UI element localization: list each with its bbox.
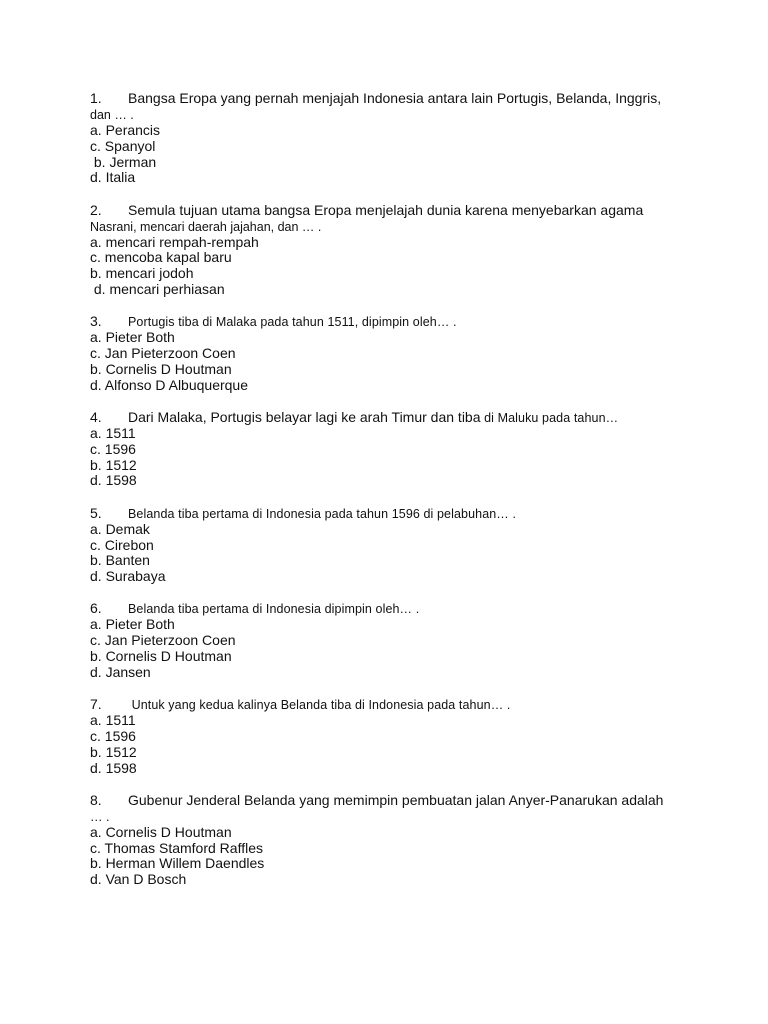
answer-option: a. Pieter Both [90,616,175,633]
question-text: Bangsa Eropa yang pernah menjajah Indonesia antara lain Portugis, Belanda, Inggris, [128,90,662,106]
answer-option: d. 1598 [90,472,137,489]
answer-option: a. 1511 [90,425,136,442]
question-text: Dari Malaka, Portugis belayar lagi ke arah Timur dan tiba [128,409,481,426]
question-continuation: … . [90,809,110,824]
answer-option: b. Cornelis D Houtman [90,648,232,665]
answer-option: a. Cornelis D Houtman [90,823,232,840]
question-document [90,90,710,904]
question-continuation: Nasrani, mencari daerah jajahan, dan … . [90,219,322,234]
question-4 [90,409,710,489]
question-6 [90,600,710,680]
question-stem [90,409,710,426]
question-number: 1. [90,90,102,106]
question-number: 6. [90,600,102,617]
answer-option: a. 1511 [90,712,136,729]
question-3 [90,313,710,393]
question-text: Gubenur Jenderal Belanda yang memimpin pembuatan jalan Anyer-Panarukan adalah [128,791,664,808]
answer-option: d. 1598 [90,759,137,776]
answer-option: d. Van D Bosch [90,871,187,888]
question-5 [90,505,710,585]
answer-option: b. Cornelis D Houtman [90,360,232,377]
question-text-light: Untuk yang kedua kalinya Belanda tiba di Indonesia pada tahun… . [128,698,511,713]
answer-option: d. Jansen [90,663,151,680]
answer-option: a. mencari rempah-rempah [90,233,259,250]
question-stem [90,600,710,617]
answer-option: a. Demak [90,520,150,537]
answer-option: b. Banten [90,552,150,569]
answer-option: b. Herman Willem Daendles [90,855,265,872]
question-text-light: di Maluku pada tahun… [480,411,619,426]
question-number: 3. [90,313,102,330]
answer-option: b. mencari jodoh [90,265,194,282]
answer-option: c. Cirebon [90,536,154,553]
question-number: 4. [90,409,102,426]
question-stem [90,505,710,522]
answer-option: b. 1512 [90,456,137,473]
answer-option: d. Alfonso D Albuquerque [90,376,249,393]
question-8 [90,792,710,888]
question-stem [90,202,710,219]
question-text-light: Portugis tiba di Malaka pada tahun 1511, dipimpin oleh… . [128,315,457,330]
question-stem [90,696,710,713]
answer-option: c. 1596 [90,727,136,744]
answer-option: b. Jerman [90,153,157,170]
question-7 [90,696,710,776]
question-2 [90,202,710,298]
answer-option: c. Jan Pieterzoon Coen [90,632,236,649]
question-stem [90,313,710,330]
answer-option: c. 1596 [90,440,136,457]
answer-option: a. Pieter Both [90,329,175,346]
answer-option: c. mencoba kapal baru [90,249,232,266]
question-continuation: dan … . [90,108,134,122]
question-number: 8. [90,791,102,808]
question-1 [90,90,710,186]
answer-option: d. mencari perhiasan [90,281,225,298]
question-number: 7. [90,696,102,713]
question-stem [90,90,710,107]
answer-option: d. Surabaya [90,568,166,585]
answer-option: a. Perancis [90,122,161,138]
answer-option: c. Jan Pieterzoon Coen [90,345,236,362]
answer-option: d. Italia [90,169,136,186]
question-number: 2. [90,201,102,218]
question-text-light: Belanda tiba pertama di Indonesia pada tahun 1596 di pelabuhan… . [128,506,517,521]
question-text: Semula tujuan utama bangsa Eropa menjelajah dunia karena menyebarkan agama [128,201,644,218]
question-stem [90,792,710,809]
answer-option: b. 1512 [90,743,137,760]
question-number: 5. [90,504,102,521]
answer-option: c. Spanyol [90,137,156,154]
question-text-light: Belanda tiba pertama di Indonesia dipimpin oleh… . [128,602,420,617]
answer-option: c. Thomas Stamford Raffles [90,839,263,856]
